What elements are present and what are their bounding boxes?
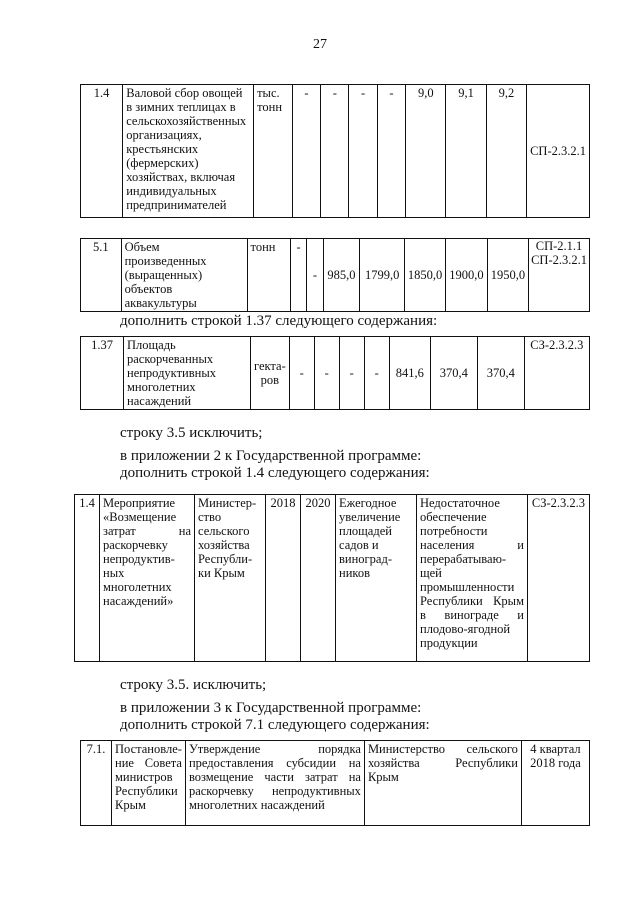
cell-event: Мероприятие «Возмещение затрат на раскорчевку непродуктив-ных многолетних насаждений» <box>100 495 195 662</box>
cell-name: Валовой сбор овощей в зимних теплицах в сельскохозяйственных организациях, крестьянских (фермерских) хозяйствах, включая индивидуальных предпринимателей <box>123 85 254 218</box>
table-indicator-1-37 <box>80 336 590 410</box>
cell-value: - <box>292 85 320 218</box>
cell-code: СЗ-2.3.2.3 <box>528 495 590 662</box>
table-indicator-5-1 <box>80 238 590 312</box>
paragraph: в приложении 2 к Государственной программе: <box>120 448 422 464</box>
table-event-1-4 <box>74 494 590 662</box>
cell-content: Утверждение порядка предоставления субсидии на возмещение части затрат на раскорчевку непродуктивных многолетних насаждений <box>185 741 364 826</box>
cell-value: 985,0 <box>323 239 360 312</box>
cell-unit: тыс. тонн <box>254 85 293 218</box>
paragraph: строку 3.5 исключить; <box>120 425 263 441</box>
cell-value: 370,4 <box>477 337 524 410</box>
table-indicator-1-4 <box>80 84 590 218</box>
cell-value: 1900,0 <box>446 239 487 312</box>
cell-code: СЗ-2.3.2.3 <box>524 337 589 410</box>
paragraph: дополнить строкой 1.37 следующего содержания: <box>120 313 438 329</box>
cell-unit: тонн <box>247 239 290 312</box>
cell-value: - <box>307 239 323 312</box>
page-number: 27 <box>313 37 327 52</box>
cell-value: 1950,0 <box>487 239 528 312</box>
cell-value: 9,2 <box>486 85 526 218</box>
paragraph: в приложении 3 к Государственной программе: <box>120 700 422 716</box>
cell-name: Объем произведенных (выращенных) объектов аквакультуры <box>121 239 247 312</box>
cell-value: 1799,0 <box>360 239 405 312</box>
cell-num: 5.1 <box>81 239 122 312</box>
paragraph: строку 3.5. исключить; <box>120 677 267 693</box>
cell-code: СП-2.3.2.1 <box>527 85 590 218</box>
cell-start-year: 2018 <box>266 495 301 662</box>
cell-value: - <box>364 337 389 410</box>
cell-num: 1.4 <box>81 85 123 218</box>
cell-unit: гекта-ров <box>251 337 290 410</box>
cell-value: 841,6 <box>389 337 430 410</box>
cell-value: - <box>377 85 405 218</box>
cell-value: - <box>321 85 349 218</box>
cell-value: 1850,0 <box>404 239 445 312</box>
cell-num: 1.37 <box>81 337 124 410</box>
cell-value: 9,1 <box>446 85 486 218</box>
cell-value: 370,4 <box>430 337 477 410</box>
cell-code: СП-2.1.1 СП-2.3.2.1 <box>529 239 590 312</box>
paragraph: дополнить строкой 7.1 следующего содержания: <box>120 717 430 733</box>
cell-value: 9,0 <box>406 85 446 218</box>
table-act-7-1 <box>80 740 590 826</box>
cell-doc-type: Постановле-ние Совета министров Республики Крым <box>112 741 186 826</box>
cell-value: - <box>349 85 377 218</box>
cell-term: 4 квартал 2018 года <box>521 741 589 826</box>
cell-value: - <box>289 337 314 410</box>
cell-value: - <box>314 337 339 410</box>
cell-executor: Министер-ство сельского хозяйства Республи-ки Крым <box>195 495 266 662</box>
cell-value: - <box>339 337 364 410</box>
paragraph: дополнить строкой 1.4 следующего содержания: <box>120 465 430 481</box>
cell-consequence: Недостаточное обеспечение потребности населения и перерабатываю-щей промышленности Республики Крым в винограде и плодово-ягодной продукции <box>417 495 528 662</box>
cell-end-year: 2020 <box>301 495 336 662</box>
cell-result: Ежегодное увеличение площадей садов и виноград-ников <box>336 495 417 662</box>
cell-name: Площадь раскорчеванных непродуктивных многолетних насаждений <box>124 337 251 410</box>
cell-num: 7.1. <box>81 741 112 826</box>
cell-executor: Министерство сельского хозяйства Республики Крым <box>364 741 521 826</box>
cell-value: - <box>290 239 306 312</box>
cell-num: 1.4 <box>75 495 100 662</box>
